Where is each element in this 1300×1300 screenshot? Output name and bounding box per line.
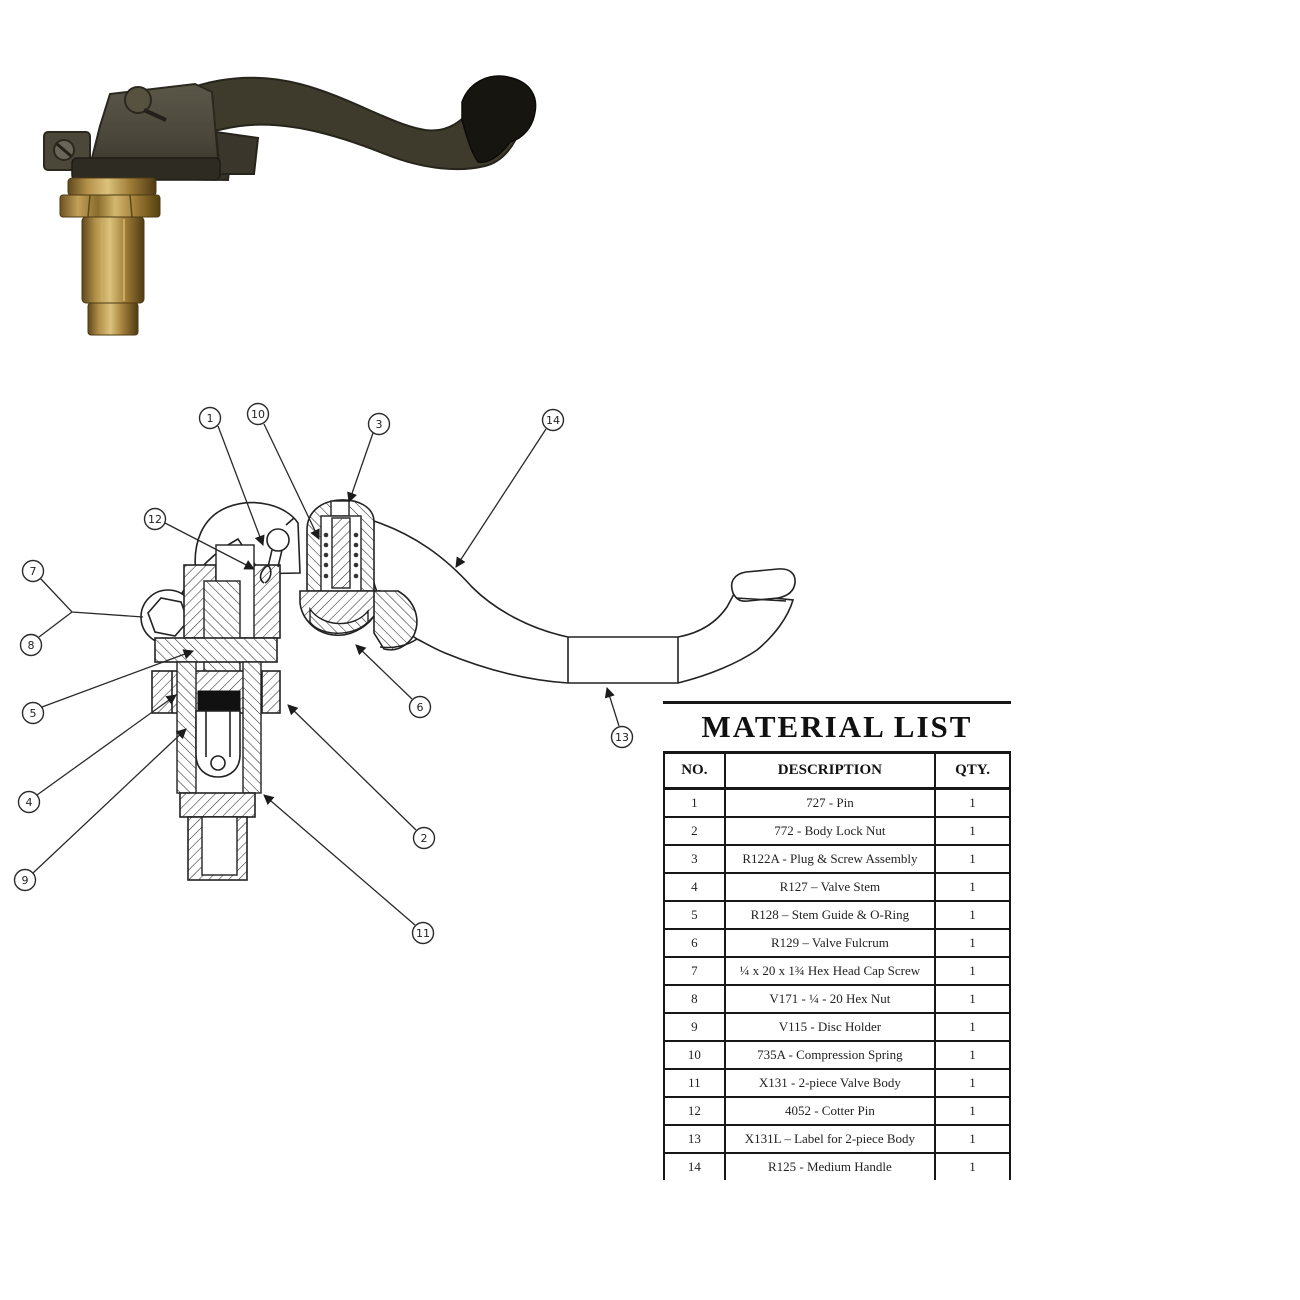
photo-brass-top [68,178,156,196]
row-no: 7 [664,957,725,985]
photo-pin [125,87,151,113]
photo-pedal-pad [462,76,536,162]
callout-balloon-8 [21,635,42,656]
row-description: 4052 - Cotter Pin [725,1097,935,1125]
svg-text:1: 1 [206,412,214,425]
row-qty: 1 [935,901,1010,929]
row-no: 11 [664,1069,725,1097]
material-list-top-rule [663,701,1011,704]
callout-balloon-11 [413,923,434,944]
svg-text:7: 7 [29,565,37,578]
product-photo-svg [30,62,540,352]
product-photo [30,62,540,352]
svg-text:2: 2 [420,832,428,845]
column-header-no: NO. [664,753,725,789]
row-qty: 1 [935,929,1010,957]
drawing-disc [198,691,240,711]
row-description: R127 – Valve Stem [725,873,935,901]
callout-balloon-5 [23,703,44,724]
leader-13 [607,688,619,726]
table-row [664,845,1010,873]
drawing-handle [372,521,793,683]
drawing-disc-holder-cup [196,711,240,777]
svg-text:14: 14 [546,414,560,427]
row-qty: 1 [935,1125,1010,1153]
svg-text:11: 11 [416,927,430,940]
drawing-handle-pad [732,569,795,601]
row-no: 14 [664,1153,725,1180]
table-row [664,1097,1010,1125]
svg-text:5: 5 [29,707,37,720]
row-description: R128 – Stem Guide & O-Ring [725,901,935,929]
row-qty: 1 [935,957,1010,985]
callout-balloon-9 [15,870,36,891]
row-description: R125 - Medium Handle [725,1153,935,1180]
table-row [664,1013,1010,1041]
leader-8 [39,612,72,637]
leader-7 [40,578,143,617]
drawing-body-wall-left [177,662,196,793]
svg-text:13: 13 [615,731,629,744]
table-row [664,789,1010,818]
svg-text:8: 8 [27,639,35,652]
table-row [664,1041,1010,1069]
table-row [664,929,1010,957]
svg-text:10: 10 [251,408,265,421]
svg-text:3: 3 [375,418,383,431]
svg-text:4: 4 [25,796,33,809]
column-header-qty: QTY. [935,753,1010,789]
table-row [664,1125,1010,1153]
leader-11 [264,795,415,925]
row-no: 9 [664,1013,725,1041]
row-qty: 1 [935,1069,1010,1097]
material-list-header-row [664,753,1010,789]
table-row [664,1153,1010,1180]
drawing-thread-bore [202,817,237,875]
row-description: X131L – Label for 2-piece Body [725,1125,935,1153]
callout-balloon-6 [410,697,431,718]
drawing-pin-head [267,529,289,551]
row-no: 12 [664,1097,725,1125]
table-row [664,985,1010,1013]
row-no: 4 [664,873,725,901]
row-description: 727 - Pin [725,789,935,818]
table-row [664,901,1010,929]
drawing-plug-screw [332,518,350,588]
material-list-body [664,789,1010,1181]
callout-balloon-10 [248,404,269,425]
table-row [664,817,1010,845]
photo-handle-clamp [216,132,258,174]
material-list-title: MATERIAL LIST [701,709,973,744]
leader-6 [356,645,412,699]
callout-balloon-1 [200,408,221,429]
row-qty: 1 [935,873,1010,901]
row-qty: 1 [935,789,1010,818]
row-description: ¼ x 20 x 1¾ Hex Head Cap Screw [725,957,935,985]
leader-2 [288,705,416,830]
drawing-body-step [180,793,255,817]
row-description: R129 – Valve Fulcrum [725,929,935,957]
row-description: 772 - Body Lock Nut [725,817,935,845]
row-no: 8 [664,985,725,1013]
row-description: V171 - ¼ - 20 Hex Nut [725,985,935,1013]
row-qty: 1 [935,817,1010,845]
row-qty: 1 [935,985,1010,1013]
column-header-description: DESCRIPTION [725,753,935,789]
svg-text:6: 6 [416,701,424,714]
row-description: X131 - 2-piece Valve Body [725,1069,935,1097]
photo-collar [72,158,220,180]
photo-brass-cylinder [82,217,144,303]
row-no: 13 [664,1125,725,1153]
callout-balloon-13 [612,727,633,748]
row-no: 2 [664,817,725,845]
callout-balloon-14 [543,410,564,431]
row-description: V115 - Disc Holder [725,1013,935,1041]
svg-text:12: 12 [148,513,162,526]
drawing-body-wall-right [243,662,261,793]
material-list-table [663,751,1011,1180]
photo-brass-tip [88,303,138,335]
leader-3 [349,433,373,502]
drawing-plug-notch [331,501,349,516]
leader-9 [33,729,186,873]
row-qty: 1 [935,1153,1010,1180]
svg-text:9: 9 [21,874,29,887]
row-no: 6 [664,929,725,957]
row-qty: 1 [935,845,1010,873]
row-qty: 1 [935,1013,1010,1041]
table-row [664,1069,1010,1097]
callout-balloon-12 [145,509,166,530]
material-list [663,701,1011,1180]
row-description: R122A - Plug & Screw Assembly [725,845,935,873]
photo-brass-hex-nut [60,195,160,217]
callout-balloon-4 [19,792,40,813]
leader-4 [37,695,176,795]
row-no: 10 [664,1041,725,1069]
row-no: 1 [664,789,725,818]
callout-balloon-2 [414,828,435,849]
row-qty: 1 [935,1041,1010,1069]
row-no: 3 [664,845,725,873]
callout-balloon-3 [369,414,390,435]
row-no: 5 [664,901,725,929]
callout-balloon-7 [23,561,44,582]
row-description: 735A - Compression Spring [725,1041,935,1069]
table-row [664,873,1010,901]
row-qty: 1 [935,1097,1010,1125]
table-row [664,957,1010,985]
leader-14 [456,429,546,567]
